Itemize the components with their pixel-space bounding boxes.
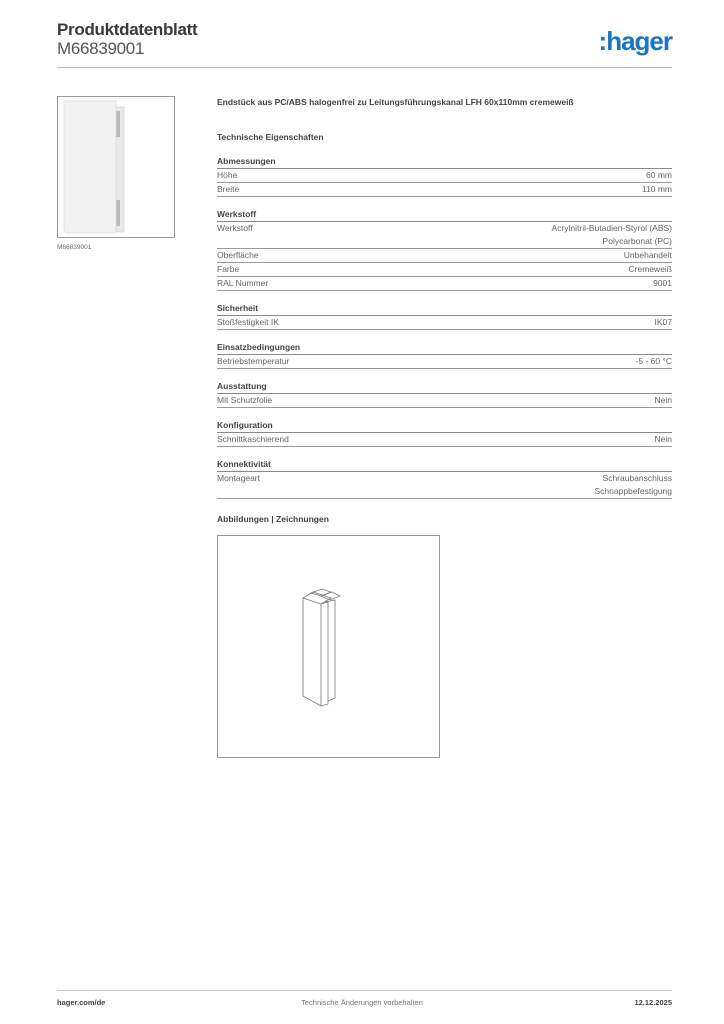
technical-properties-heading: Technische Eigenschaften bbox=[217, 132, 324, 142]
section-heading: Werkstoff bbox=[217, 208, 672, 222]
spec-section bbox=[217, 302, 672, 330]
spec-row bbox=[217, 355, 672, 369]
spec-row bbox=[217, 222, 672, 249]
spec-section bbox=[217, 208, 672, 291]
spec-section bbox=[217, 458, 672, 499]
spec-row bbox=[217, 433, 672, 447]
spec-value: 60 mm bbox=[646, 170, 672, 180]
spec-value: -5 - 60 °C bbox=[635, 356, 672, 366]
section-heading: Sicherheit bbox=[217, 302, 672, 316]
section-heading: Einsatzbedingungen bbox=[217, 341, 672, 355]
spec-label: RAL Nummer bbox=[217, 278, 269, 288]
spec-row bbox=[217, 249, 672, 263]
spec-label: Höhe bbox=[217, 170, 238, 180]
header-divider bbox=[57, 67, 672, 68]
spec-value: Nein bbox=[654, 434, 672, 444]
spec-row bbox=[217, 169, 672, 183]
spec-label: Montageart bbox=[217, 473, 260, 483]
footer-website-link[interactable]: hager.com/de bbox=[57, 998, 106, 1007]
spec-value: Acrylnitril-Butadien-Styrol (ABS) Polycarbonat (PC) bbox=[551, 223, 672, 246]
product-number: M66839001 bbox=[57, 39, 145, 58]
section-heading: Konfiguration bbox=[217, 419, 672, 433]
spec-section bbox=[217, 380, 672, 408]
spec-value: Cremeweiß bbox=[628, 264, 672, 274]
spec-row bbox=[217, 263, 672, 277]
spec-value: Unbehandelt bbox=[623, 250, 672, 260]
spec-section bbox=[217, 155, 672, 197]
spec-row bbox=[217, 316, 672, 330]
spec-label: Betriebstemperatur bbox=[217, 356, 290, 366]
spec-value: 9001 bbox=[653, 278, 672, 288]
page-title: Produktdatenblatt bbox=[57, 20, 198, 39]
footer-divider bbox=[57, 990, 672, 991]
spec-row bbox=[217, 183, 672, 197]
spec-label: Farbe bbox=[217, 264, 240, 274]
spec-label: Mit Schutzfolie bbox=[217, 395, 273, 405]
spec-label: Werkstoff bbox=[217, 223, 253, 233]
product-image bbox=[57, 96, 175, 238]
spec-value: IK07 bbox=[654, 317, 672, 327]
section-heading: Ausstattung bbox=[217, 380, 672, 394]
section-heading: Abmessungen bbox=[217, 155, 672, 169]
specifications bbox=[217, 95, 672, 499]
spec-value: Nein bbox=[654, 395, 672, 405]
hager-logo: :hager bbox=[598, 26, 672, 56]
footer-date: 12.12.2025 bbox=[634, 998, 672, 1007]
spec-label: Stoßfestigkeit IK bbox=[217, 317, 279, 327]
section-heading: Konnektivität bbox=[217, 458, 672, 472]
spec-row bbox=[217, 277, 672, 291]
image-caption: M66839001 bbox=[57, 244, 92, 251]
spec-section bbox=[217, 419, 672, 447]
spec-label: Oberfläche bbox=[217, 250, 259, 260]
product-description: Endstück aus PC/ABS halogenfrei zu Leitungsführungskanal LFH 60x110mm cremeweiß bbox=[217, 97, 574, 107]
footer-disclaimer: Technische Änderungen vorbehalten bbox=[301, 998, 423, 1007]
spec-value: 110 mm bbox=[641, 184, 672, 194]
technical-drawing bbox=[217, 535, 440, 758]
spec-value: Schraubanschluss Schnappbefestigung bbox=[594, 473, 672, 496]
spec-row bbox=[217, 394, 672, 408]
spec-section bbox=[217, 341, 672, 369]
figures-heading: Abbildungen | Zeichnungen bbox=[217, 514, 329, 524]
spec-label: Breite bbox=[217, 184, 240, 194]
spec-label: Schnittkaschierend bbox=[217, 434, 289, 444]
spec-row bbox=[217, 472, 672, 499]
